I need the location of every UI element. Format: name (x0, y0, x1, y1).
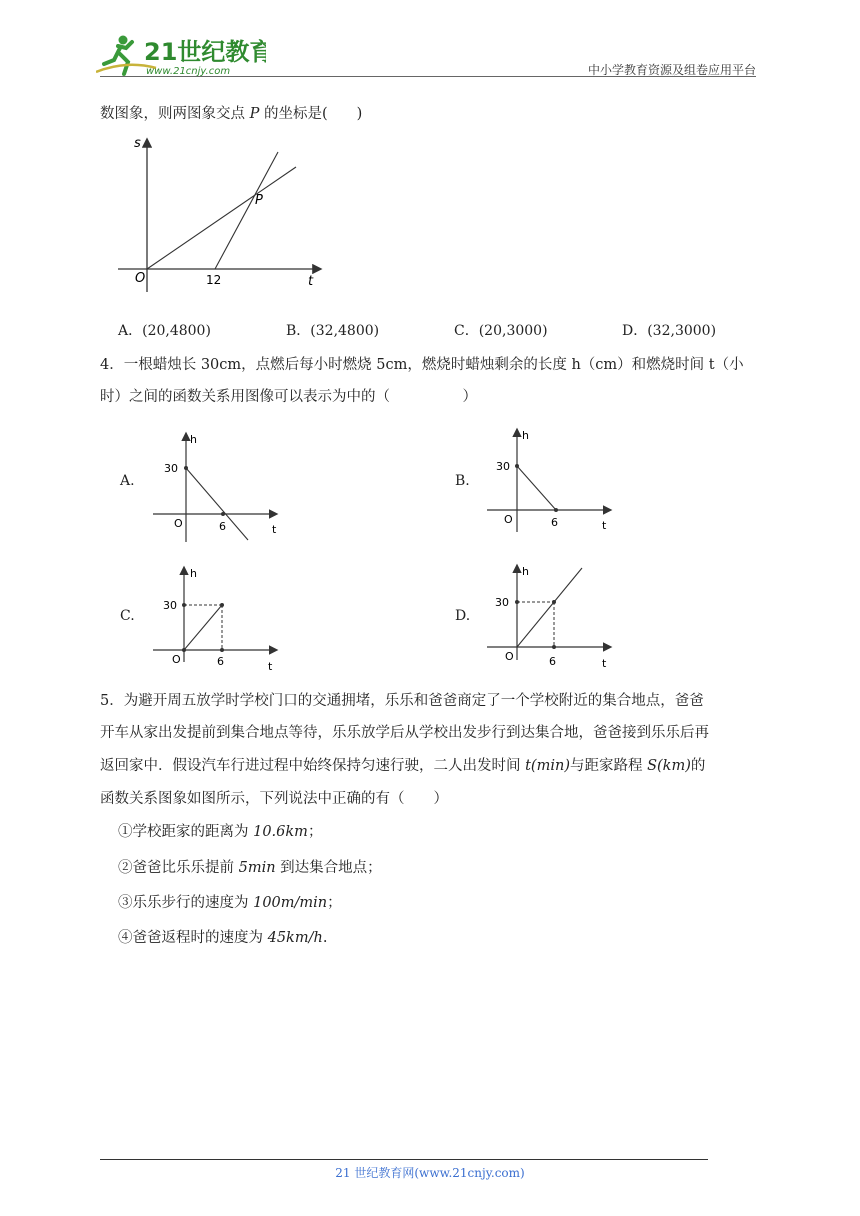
point-end (221, 512, 225, 516)
q3-var-p: P (249, 106, 260, 122)
label-30: 30 (495, 596, 509, 609)
item-math: 45km/h (267, 930, 323, 946)
label-o: O (174, 517, 183, 530)
label-o: O (504, 513, 513, 526)
item-num: ① (118, 824, 133, 840)
label-6: 6 (217, 655, 224, 668)
label-t: t (272, 523, 277, 536)
q3-text-a: 数图象，则两图象交点 (100, 106, 245, 122)
q4-graph-b[interactable] (484, 424, 619, 536)
q3-tick-12: 12 (206, 273, 222, 287)
q3-line-1 (147, 167, 296, 269)
item-text: 爸爸比乐乐提前 (132, 860, 234, 876)
label-o: O (505, 650, 514, 663)
q5-math-s: S(km) (647, 758, 691, 774)
q5-math-t: t(min) (525, 758, 570, 774)
item-num: ② (118, 860, 133, 876)
item-text: 学校距家的距离为 (132, 824, 249, 840)
label-6: 6 (551, 516, 558, 529)
q3-option-d[interactable]: D．(32,3000) (622, 323, 717, 339)
label-t: t (602, 519, 607, 532)
graph-line (186, 468, 248, 540)
point-start (515, 464, 519, 468)
point-30 (182, 603, 186, 607)
q4-line-2: 时）之间的函数关系用图像可以表示为中的（ ） (100, 389, 477, 405)
item-text: 乐乐步行的速度为 (132, 895, 249, 911)
q5-item-2 (118, 858, 382, 878)
q5-line-2: 开车从家出发提前到集合地点等待，乐乐放学后从学校出发步行到达集合地，爸爸接到乐乐后再 (100, 725, 709, 741)
item-text: 爸爸返程时的速度为 (132, 930, 263, 946)
graph-line (517, 466, 556, 510)
footer-link[interactable]: 21 世纪教育网(www.21cnjy.com) (335, 1166, 525, 1180)
graph-line (184, 605, 222, 650)
label-6: 6 (549, 655, 556, 668)
label-h: h (522, 429, 529, 442)
label-t: t (602, 657, 607, 670)
q4-option-b[interactable]: B. (455, 473, 470, 489)
item-math: 5min (238, 860, 276, 876)
point-6 (220, 648, 224, 652)
q4-option-a[interactable]: A. (120, 473, 135, 489)
q3-option-b[interactable]: B．(32,4800) (286, 323, 380, 339)
item-end: 到达集合地点； (280, 860, 382, 876)
q4-option-d[interactable]: D. (455, 608, 471, 624)
item-end: ； (307, 824, 323, 840)
q5-line-1: 5．为避开周五放学时学校门口的交通拥堵，乐乐和爸爸商定了一个学校附近的集合地点，爸爸 (100, 693, 704, 709)
point-30 (515, 600, 519, 604)
q4-graph-d[interactable] (484, 560, 619, 674)
q4-graph-c[interactable] (150, 562, 285, 676)
item-end: ； (327, 895, 342, 911)
label-t: t (268, 660, 273, 673)
q4-graph-a[interactable] (150, 428, 285, 548)
q3-graph (112, 132, 332, 292)
item-math: 10.6km (253, 824, 308, 840)
point-origin (182, 648, 186, 652)
label-30: 30 (164, 462, 178, 475)
q4-option-c[interactable]: C. (120, 608, 135, 624)
graph-line (517, 568, 582, 647)
footer-divider (100, 1159, 708, 1160)
item-end: . (322, 930, 328, 946)
q3-origin-label: O (135, 271, 146, 286)
label-h: h (190, 567, 197, 580)
q3-point-label: P (255, 193, 263, 208)
label-30: 30 (163, 599, 177, 612)
q5-line-3-c: 的 (690, 758, 706, 774)
logo-text: 21世纪教育 (144, 38, 266, 66)
q5-line-3-a: 返回家中．假设汽车行进过程中始终保持匀速行驶，二人出发时间 (100, 758, 521, 774)
q3-text-b: 的坐标是( ) (263, 106, 363, 122)
point-6 (552, 645, 556, 649)
logo-url: www.21cnjy.com (146, 66, 231, 77)
q5-line-3-b: 与距家路程 (569, 758, 643, 774)
q3-x-label: t (308, 274, 314, 289)
q5-item-1 (118, 822, 322, 842)
header-platform-text: 中小学教育资源及组卷应用平台 (587, 63, 756, 77)
q3-line (100, 104, 362, 124)
point-end (220, 603, 224, 607)
point-start (184, 466, 188, 470)
label-30: 30 (496, 460, 510, 473)
q4-line-1: 4．一根蜡烛长 30cm，点燃后每小时燃烧 5cm，燃烧时蜡烛剩余的长度 h（cm）和燃烧时间 t（小 (100, 357, 744, 373)
q5-item-4 (118, 928, 327, 948)
q3-option-a[interactable]: A．(20,4800) (118, 323, 211, 339)
q3-option-c[interactable]: C．(20,3000) (454, 323, 548, 339)
label-o: O (172, 653, 181, 666)
q5-item-3 (118, 893, 342, 913)
label-h: h (522, 565, 529, 578)
label-6: 6 (219, 520, 226, 533)
item-num: ③ (118, 895, 133, 911)
site-logo (96, 30, 266, 80)
item-num: ④ (118, 930, 133, 946)
q5-line-4: 函数关系图象如图所示，下列说法中正确的有（ ） (100, 791, 448, 807)
q3-y-label: s (134, 136, 141, 151)
point-mid (552, 600, 556, 604)
label-h: h (190, 433, 197, 446)
item-math: 100m/min (253, 895, 328, 911)
q5-line-3 (100, 756, 705, 776)
point-end (554, 508, 558, 512)
header-divider (100, 76, 756, 77)
q3-line-2 (215, 152, 278, 269)
